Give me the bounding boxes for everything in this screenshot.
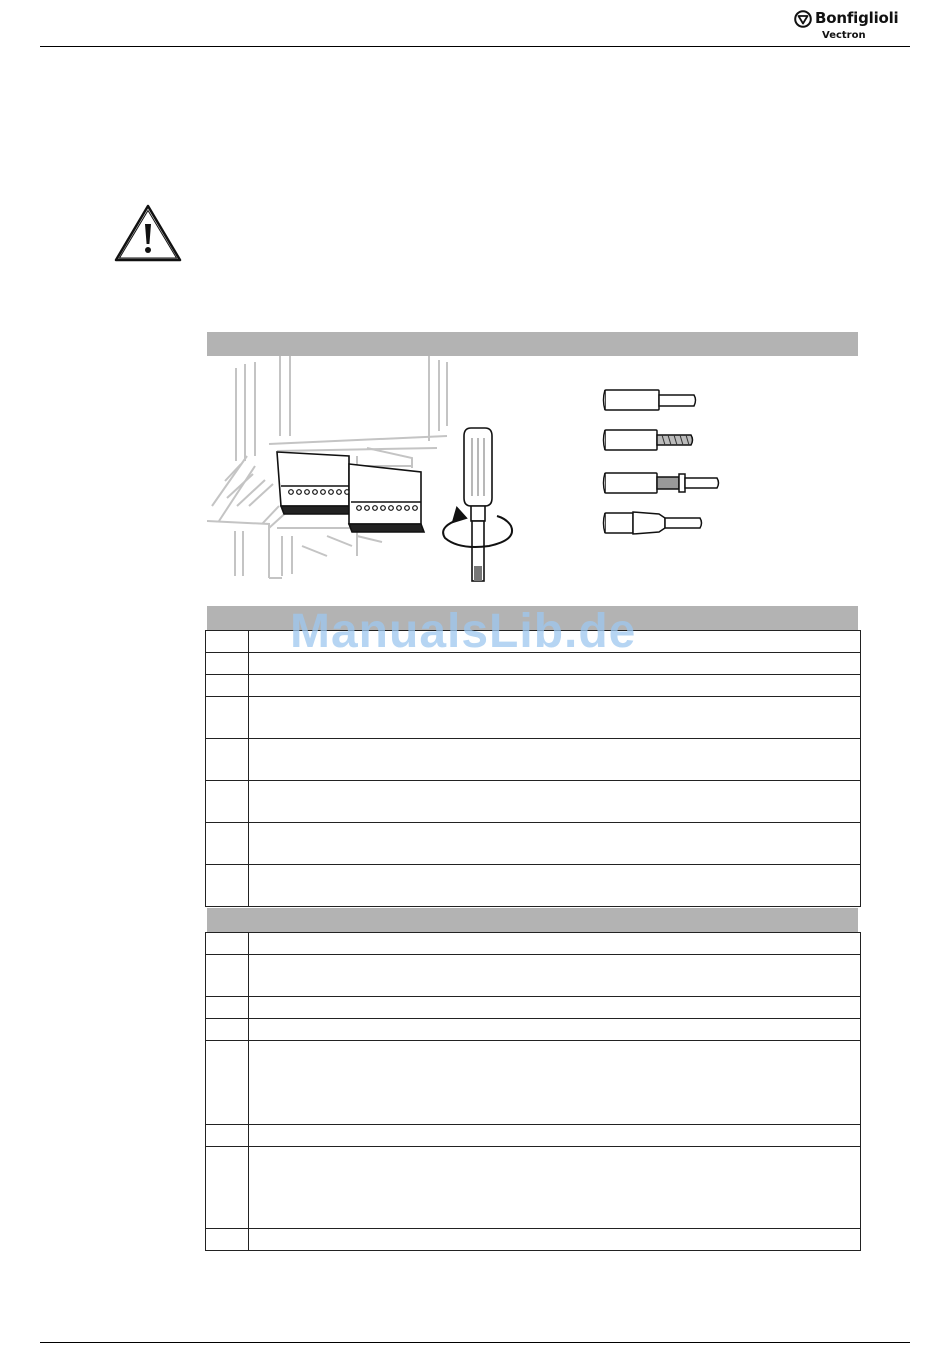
table-2 (205, 932, 861, 1251)
table-row (206, 1147, 861, 1229)
wire-twisted (604, 430, 693, 450)
row-text (249, 1019, 861, 1041)
wire-with-insulated-ferrule (604, 512, 702, 534)
row-text (249, 955, 861, 997)
bonfiglioli-logo-icon (794, 10, 812, 28)
row-text (249, 997, 861, 1019)
control-terminal-block-1 (277, 452, 352, 514)
row-number (206, 653, 249, 675)
row-text (249, 697, 861, 739)
row-text (249, 781, 861, 823)
row-number (206, 1147, 249, 1229)
row-text (249, 1125, 861, 1147)
row-text (249, 1229, 861, 1251)
table-row (206, 739, 861, 781)
wire-stripped (604, 390, 696, 410)
table-row (206, 697, 861, 739)
row-number (206, 1125, 249, 1147)
warning-triangle-icon (114, 203, 182, 263)
table-row (206, 1229, 861, 1251)
row-number (206, 739, 249, 781)
brand-subname: Vectron (822, 30, 866, 41)
table-row (206, 1041, 861, 1125)
footer-rule (40, 1342, 910, 1343)
row-number (206, 933, 249, 955)
control-terminal-block-2 (349, 464, 424, 532)
brand-logo (794, 9, 914, 45)
row-text (249, 1147, 861, 1229)
table-row (206, 1019, 861, 1041)
row-number (206, 955, 249, 997)
table-row (206, 1125, 861, 1147)
illustration-header-bar (207, 332, 858, 356)
table-row (206, 997, 861, 1019)
row-text (249, 1041, 861, 1125)
wire-with-ferrule (604, 473, 719, 493)
row-number (206, 675, 249, 697)
row-number (206, 697, 249, 739)
row-number (206, 1041, 249, 1125)
row-number (206, 1019, 249, 1041)
header-rule (40, 46, 910, 47)
terminal-wiring-illustration (207, 356, 858, 586)
table2-header-bar (207, 908, 858, 932)
table-1 (205, 630, 861, 907)
table-row (206, 781, 861, 823)
screwdriver (464, 428, 492, 581)
row-number (206, 997, 249, 1019)
row-text (249, 739, 861, 781)
row-text (249, 675, 861, 697)
table-row (206, 823, 861, 865)
row-number (206, 781, 249, 823)
table-row (206, 675, 861, 697)
watermark-text: ManualsLib.de (290, 605, 637, 658)
brand-name: Bonfiglioli (815, 9, 899, 27)
row-number (206, 631, 249, 653)
row-number (206, 865, 249, 907)
table-row (206, 865, 861, 907)
table-row (206, 933, 861, 955)
row-text (249, 865, 861, 907)
row-text (249, 933, 861, 955)
table-row (206, 955, 861, 997)
row-text (249, 823, 861, 865)
row-number (206, 1229, 249, 1251)
row-number (206, 823, 249, 865)
